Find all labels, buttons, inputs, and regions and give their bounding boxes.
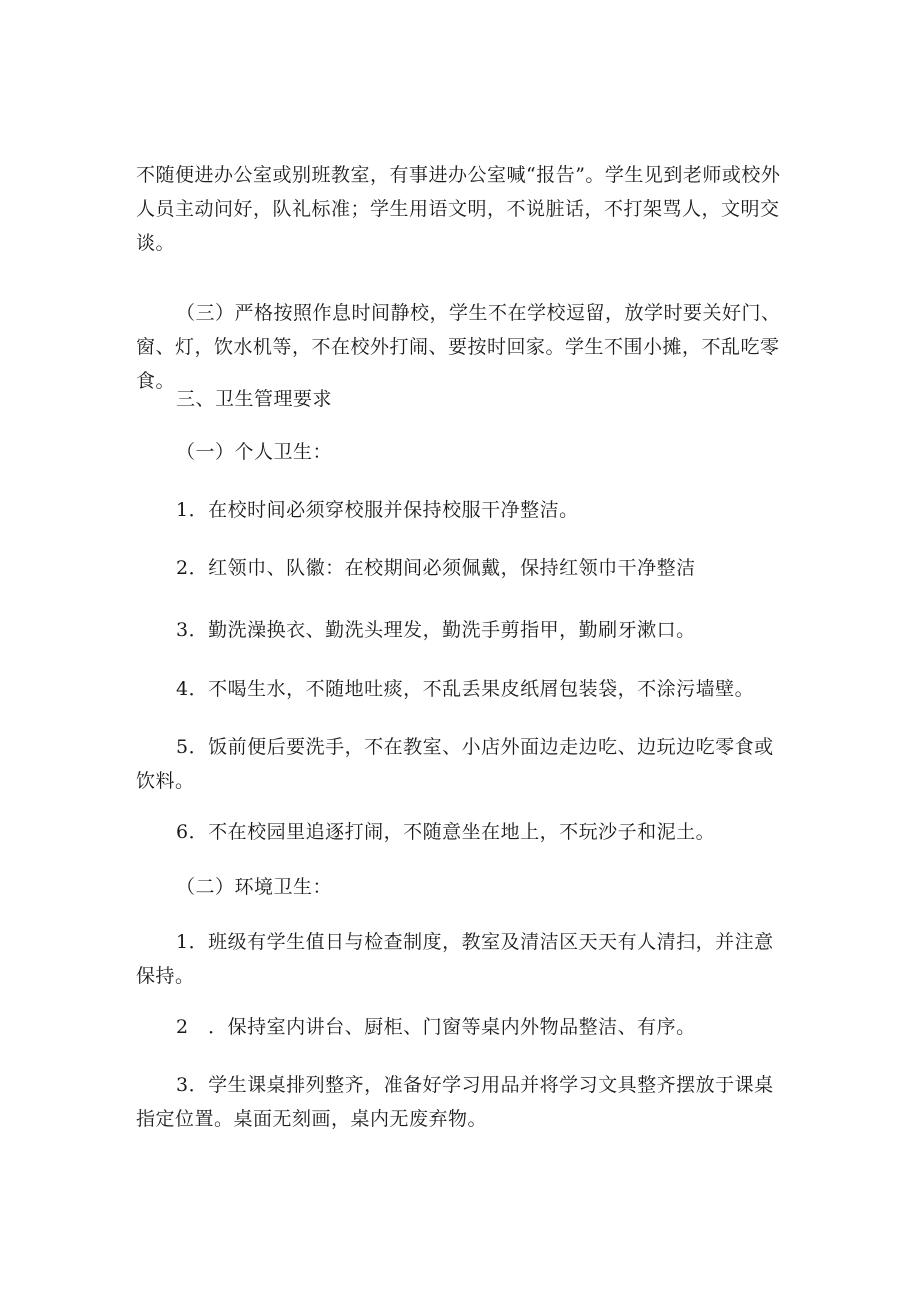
list-item-personal-4: 4．不喝生水，不随地吐痰，不乱丢果皮纸屑包装袋，不涂污墙壁。 xyxy=(176,678,755,700)
list-item-personal-6: 6．不在校园里追逐打闹，不随意坐在地上，不玩沙子和泥土。 xyxy=(176,821,716,843)
list-item-personal-3: 3．勤洗澡换衣、勤洗头理发，勤洗手剪指甲，勤刷牙漱口。 xyxy=(176,619,696,641)
paragraph-conduct-continued: 不随便进办公室或别班教室，有事进办公室喊“报告”。学生见到老师或校外人员主动问好，队礼标准；学生用语文明，不说脏话，不打架骂人，文明交谈。 xyxy=(136,164,781,254)
list-item-environment-3: 3．学生课桌排列整齐，准备好学习用品并将学习文具整齐摆放于课桌指定位置。桌面无刻画，桌内无废弃物。 xyxy=(136,1074,774,1130)
list-item-environment-1: 1．班级有学生值日与检查制度，教室及清洁区天天有人清扫，并注意保持。 xyxy=(136,931,774,987)
subheading-environment-hygiene: （二）环境卫生： xyxy=(176,876,333,898)
list-item-personal-5: 5．饭前便后要洗手，不在教室、小店外面边走边吃、边玩边吃零食或饮料。 xyxy=(136,736,774,792)
paragraph-item-3-dismissal: （三）严格按照作息时间静校，学生不在学校逗留，放学时要关好门、窗、灯，饮水机等，不在校外打闹、要按时回家。学生不围小摊，不乱吃零食。 xyxy=(136,302,781,392)
subheading-personal-hygiene: （一）个人卫生： xyxy=(176,441,333,463)
list-item-personal-1: 1．在校时间必须穿校服并保持校服干净整洁。 xyxy=(176,499,579,521)
list-item-environment-2: 2 ．保持室内讲台、厨柜、门窗等桌内外物品整洁、有序。 xyxy=(176,1016,696,1038)
section-heading-hygiene: 三、卫生管理要求 xyxy=(176,388,333,410)
list-item-personal-2: 2．红领巾、队徽：在校期间必须佩戴，保持红领巾干净整洁 xyxy=(176,557,696,579)
